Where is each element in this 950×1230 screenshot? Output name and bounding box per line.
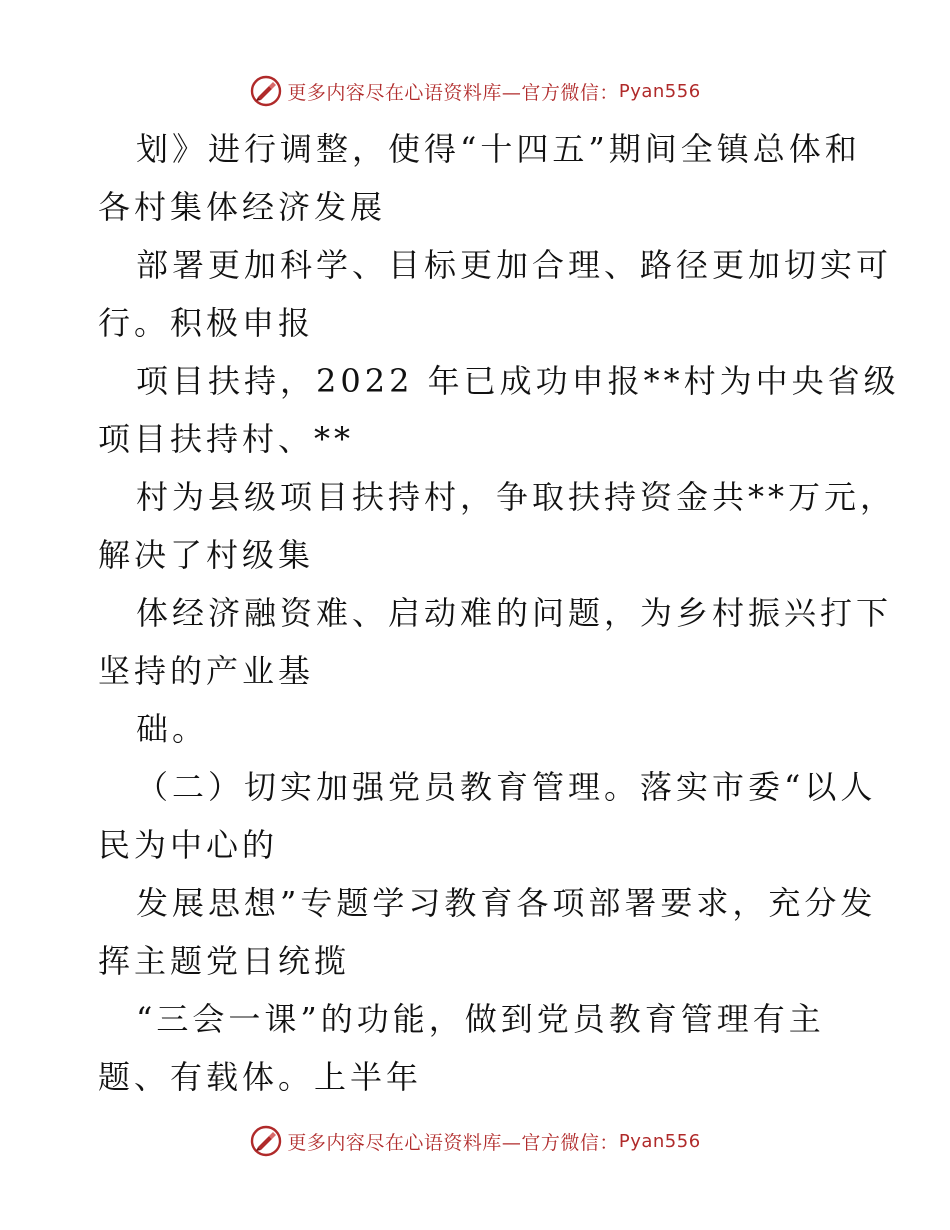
body-line: 坚持的产业基 [98,652,315,690]
footer-watermark [0,1121,950,1161]
red-circle-pen-logo-icon [249,74,283,108]
body-line: 村为县级项目扶持村，争取扶持资金共**万元， [136,478,897,516]
body-line: 部署更加科学、目标更加合理、路径更加切实可 [136,246,893,284]
document-body [98,120,900,1106]
body-line: 挥主题党日统揽 [98,942,351,980]
body-line: “三会一课”的功能，做到党员教育管理有主 [136,1000,825,1038]
body-line: 项目扶持村、** [98,420,355,458]
body-line: 项目扶持，2022 年已成功申报**村为中央省级 [136,362,900,400]
body-line: 各村集体经济发展 [98,188,387,226]
watermark-wechat-id: Pyan556 [618,1130,701,1152]
body-line: 题、有载体。上半年 [98,1058,423,1096]
header-watermark [0,71,950,111]
body-line: 体经济融资难、启动难的问题，为乡村振兴打下 [136,594,893,632]
watermark-text: 更多内容尽在心语资料库—官方微信： [287,81,619,104]
watermark-wechat-id: Pyan556 [618,80,701,102]
body-line: 发展思想”专题学习教育各项部署要求，充分发 [136,884,877,922]
body-line: 解决了村级集 [98,536,315,574]
body-line: 行。积极申报 [98,304,315,342]
body-line: 础。 [136,710,209,748]
watermark-text: 更多内容尽在心语资料库—官方微信： [287,1131,619,1154]
red-circle-pen-logo-icon [249,1124,283,1158]
body-line: 划》进行调整，使得“十四五”期间全镇总体和 [136,130,861,168]
section-heading-line: （二）切实加强党员教育管理。落实市委“以人 [136,768,877,806]
body-line: 民为中心的 [98,826,279,864]
